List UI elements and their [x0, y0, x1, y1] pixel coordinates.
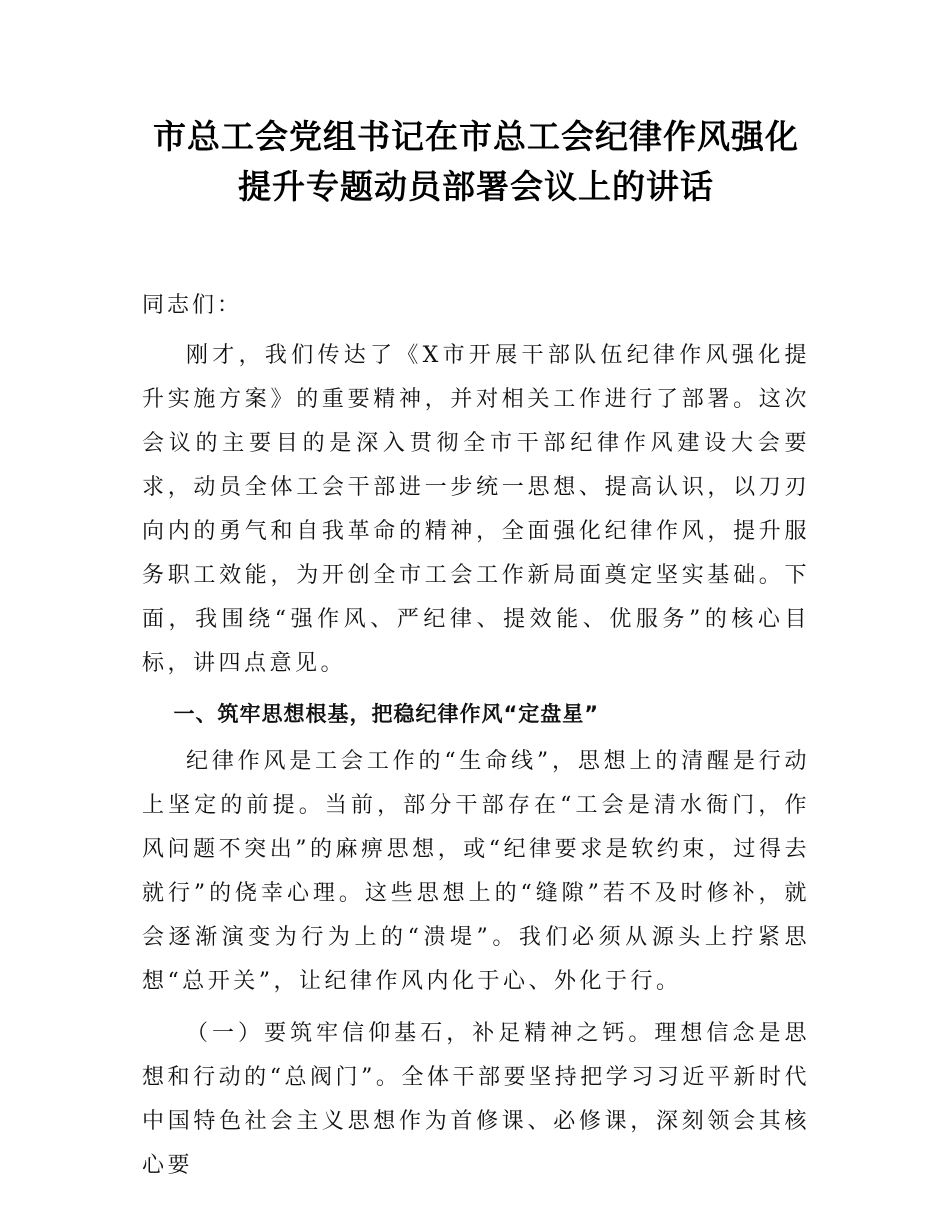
- section-heading: 一、筑牢思想根基，把稳纪律作风“定盘星”: [173, 702, 600, 726]
- title-line-2: 提升专题动员部署会议上的讲话: [238, 167, 714, 206]
- paragraph-section-1: 纪律作风是工会工作的“生命线”，思想上的清醒是行动上坚定的前提。当前，部分干部存在“工会是清水衙门，作风问题不突出”的麻痹思想，或“纪律要求是软约束，过得去就行”的侥幸心理。这些思想上的“缝隙”若不及时修补，就会逐渐演变为行为上的“溃堤”。我们必须从源头上拧紧思想“总开关”，让纪律作风内化于心、外化于行。: [142, 749, 810, 994]
- greeting: 同志们：: [142, 293, 243, 318]
- title-line-1: 市总工会党组书记在市总工会纪律作风强化: [153, 117, 799, 156]
- paragraph-intro: 刚才，我们传达了《X市开展干部队伍纪律作风强化提升实施方案》的重要精神，并对相关工作进行了部署。这次会议的主要目的是深入贯彻全市干部纪律作风建设大会要求，动员全体工会干部进一步统一思想、提高认识，以刀刃向内的勇气和自我革命的精神，全面强化纪律作风，提升服务职工效能，为开创全市工会工作新局面奠定坚实基础。下面，我围绕“强作风、严纪律、提效能、优服务”的核心目标，讲四点意见。: [142, 343, 810, 676]
- document-page: [142, 112, 810, 1188]
- document-title: [142, 112, 810, 212]
- paragraph-subsection-1: （一）要筑牢信仰基石，补足精神之钙。理想信念是思想和行动的“总阀门”。全体干部要坚持把学习习近平新时代中国特色社会主义思想作为首修课、必修课，深刻领会其核心要: [142, 1021, 810, 1178]
